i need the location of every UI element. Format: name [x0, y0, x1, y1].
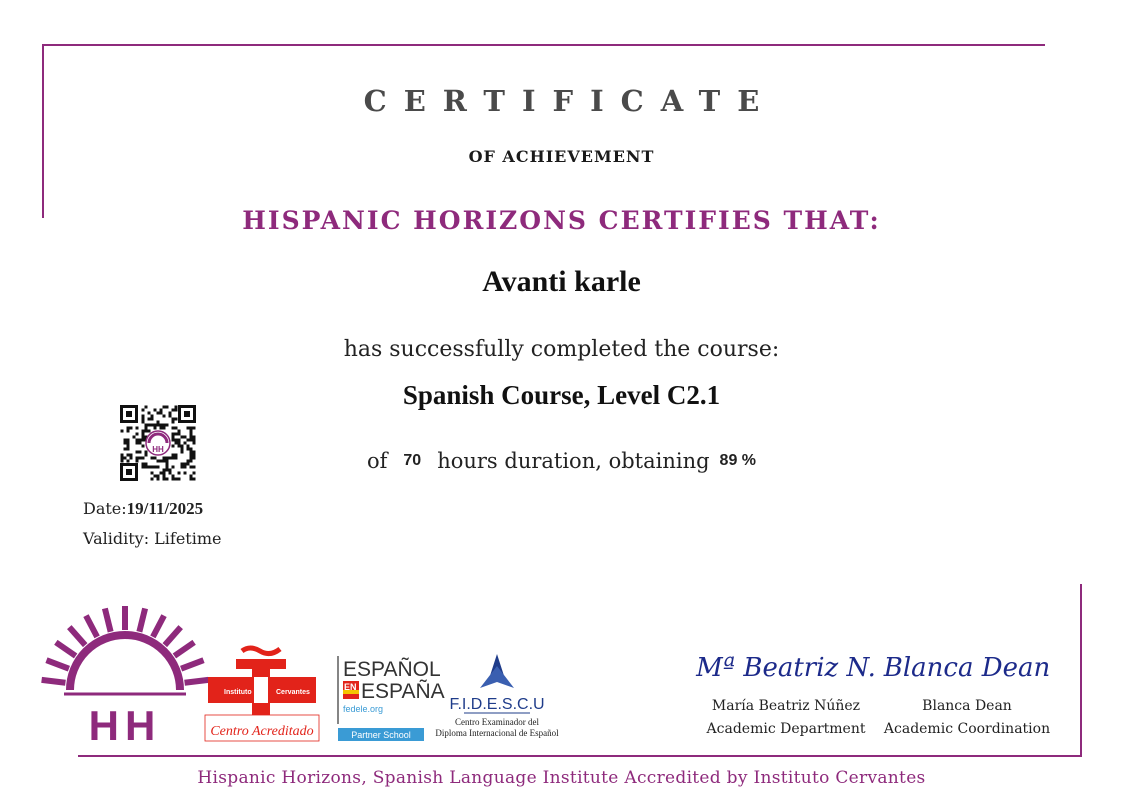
certificate-title: CERTIFICATE [363, 84, 777, 118]
hh-logo-letters: HH [88, 702, 162, 749]
espanol-line1: ESPAÑOL [343, 658, 441, 681]
qr-center-text: HH [152, 445, 164, 454]
cervantes-left-text: Instituto [224, 689, 252, 696]
signature-2-name: Blanca Dean [922, 698, 1012, 714]
score-value: 89 % [719, 452, 757, 469]
partner-school-badge: Partner School [351, 730, 411, 740]
right-frame-line [1080, 584, 1082, 756]
espanol-en: EN [344, 682, 357, 692]
signature-2-role: Academic Coordination [883, 721, 1051, 737]
signature-1 [696, 640, 876, 741]
duration-prefix: of [366, 449, 388, 473]
qr-code-graphic [120, 405, 196, 481]
hh-logo-graphic [58, 602, 192, 749]
signature-1-script [696, 640, 876, 692]
certificate-subtitle: OF ACHIEVEMENT [468, 147, 655, 166]
completion-text: has successfully completed the course: [343, 337, 780, 362]
fidescu-logo [428, 652, 566, 740]
espanol-logo-graphic [336, 654, 445, 742]
cervantes-logo-graphic [204, 643, 320, 743]
signature-1-name: María Beatriz Núñez [711, 698, 861, 714]
validity-label: Validity: [83, 529, 150, 548]
course-name: Spanish Course, Level C2.1 [402, 380, 721, 410]
top-frame-line [42, 44, 1045, 46]
signature-1-role: Academic Department [706, 721, 866, 737]
cervantes-logo [204, 643, 320, 743]
svg-text:Blanca Dean: Blanca Dean [883, 653, 1051, 683]
date-line [83, 499, 203, 519]
left-frame-line [42, 44, 44, 218]
fidescu-name: F.I.D.E.S.C.U [449, 696, 545, 713]
recipient-name: Avanti karle [482, 265, 641, 298]
cervantes-caption: Centro Acreditado [210, 724, 314, 739]
duration-middle: hours duration, obtaining [437, 449, 710, 473]
validity-value: Lifetime [154, 529, 222, 548]
bottom-frame-line [78, 755, 1082, 757]
espanol-en-espana-logo [336, 654, 445, 742]
date-value: 19/11/2025 [126, 499, 204, 518]
fidescu-logo-graphic [428, 652, 566, 740]
signature-2-script [880, 640, 1054, 692]
certifies-heading: HISPANIC HORIZONS CERTIFIES THAT: [242, 206, 881, 235]
espanol-line2: ESPAÑA [361, 680, 445, 703]
svg-text:Mª Beatriz N.: Mª Beatriz N. [696, 653, 876, 683]
fidescu-caption2: Diploma Internacional de Español [435, 728, 559, 738]
hispanic-horizons-logo [58, 602, 192, 749]
qr-code[interactable] [120, 405, 196, 481]
validity-line [83, 529, 222, 548]
fidescu-caption1: Centro Examinador del [455, 717, 539, 727]
date-label: Date: [83, 499, 127, 518]
espanol-site: fedele.org [343, 704, 384, 714]
signature-2 [880, 640, 1054, 741]
footer-text: Hispanic Horizons, Spanish Language Institute Accredited by Instituto Cervantes [197, 768, 926, 788]
cervantes-right-text: Cervantes [276, 689, 310, 696]
hours-value: 70 [403, 452, 422, 469]
